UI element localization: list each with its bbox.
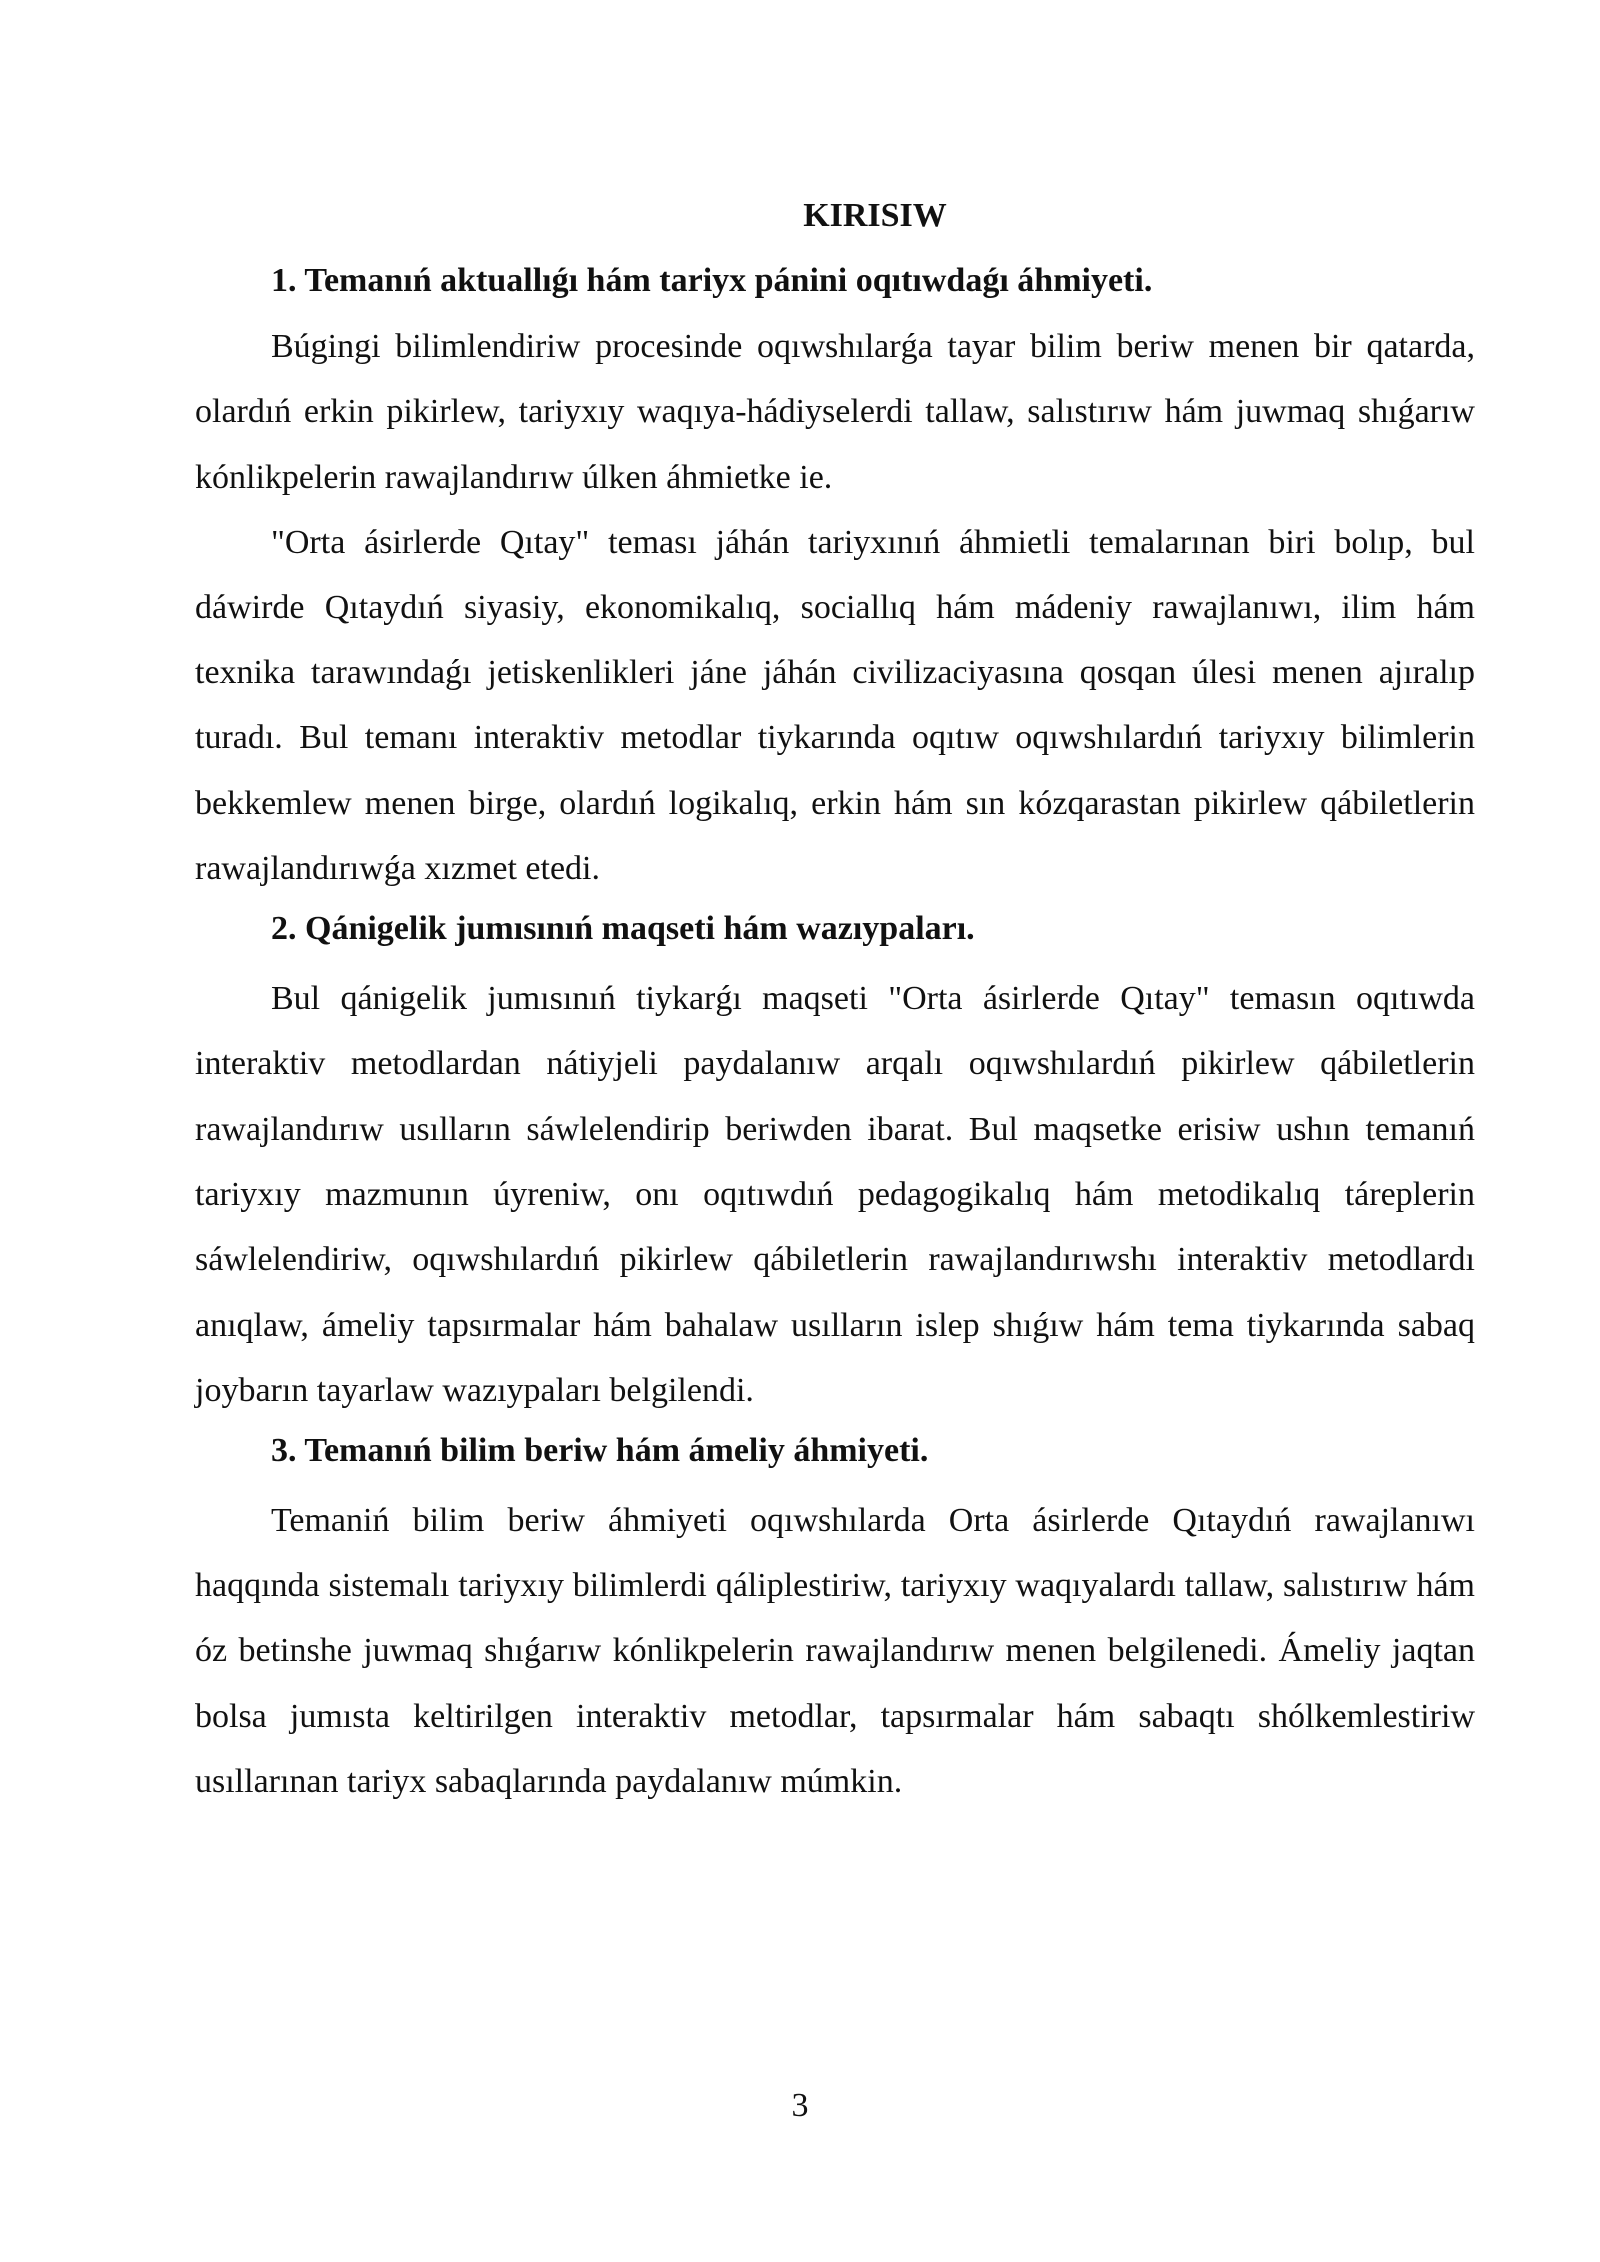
page-content	[195, 188, 1475, 1814]
section-3-paragraph-1: Temaniń bilim beriw áhmiyeti oqıwshılarda Orta ásirlerde Qıtaydıń rawajlanıwı haqqında sistemalı tariyxıy bilimlerdi qáliplestiriw, tariyxıy waqıyalardı tallaw, salıstırıw hám óz betinshe juwmaq shıǵarıw kónlikpelerin rawajlandırıw menen belgilenedi. Ámeliy jaqtan bolsa jumısta keltirilgen interaktiv metodlar, tapsırmalar hám sabaqtı shólkemlestiriw usıllarınan tariyx sabaqlarında paydalanıw múmkin.	[195, 1501, 1475, 1801]
section-heading-1: 1. Temanıń aktuallıǵı hám tariyx pánini oqıtıwdaǵı áhmiyeti.	[271, 262, 1153, 299]
section-2-paragraph-1: Bul qánigelik jumısınıń tiykarǵı maqseti "Orta ásirlerde Qıtay" temasın oqıtıwda interaktiv metodlardan nátiyjeli paydalanıw arqalı oqıwshılardıń pikirlew qábiletlerin rawajlandırıw usılların sáwlelendirip beriwden ibarat. Bul maqsetke erisiw ushın temanıń tariyxıy mazmunın úyreniw, onı oqıtıwdıń pedagogikalıq hám metodikalıq táreplerin sáwlelendiriw, oqıwshılardıń pikirlew qábiletlerin rawajlandırıwshı interaktiv metodlardı anıqlaw, ámeliy tapsırmalar hám bahalaw usılların islep shıǵıw hám tema tiykarında sabaq joybarın tayarlaw wazıypaları belgilendi.	[195, 980, 1475, 1409]
page-title: KIRISIW	[803, 197, 947, 234]
section-1-paragraph-1: Búgingi bilimlendiriw procesinde oqıwshılarǵa tayar bilim beriw menen bir qatarda, olardıń erkin pikirlew, tariyxıy waqıya-hádiyselerdi tallaw, salıstırıw hám juwmaq shıǵarıw kónlikpelerin rawajlandırıw úlken áhmietke ie.	[195, 328, 1475, 496]
page-number: 3	[791, 2087, 809, 2124]
section-heading-3: 3. Temanıń bilim beriw hám ámeliy áhmiyeti.	[271, 1431, 929, 1469]
section-heading-2: 2. Qánigelik jumısınıń maqseti hám wazıypaları.	[271, 910, 975, 948]
section-1-paragraph-2: "Orta ásirlerde Qıtay" teması jáhán tariyxınıń áhmietli temalarınan biri bolıp, bul dáwirde Qıtaydıń siyasiy, ekonomikalıq, sociallıq hám mádeniy rawajlanıwı, ilim hám texnika tarawındaǵı jetiskenlikleri jáne jáhán civilizaciyasına qosqan úlesi menen ajıralıp turadı. Bul temanı interaktiv metodlar tiykarında oqıtıw oqıwshılardıń tariyxıy bilimlerin bekkemlew menen birge, olardıń logikalıq, erkin hám sın kózqarastan pikirlew qábiletlerin rawajlandırıwǵa xızmet etedi.	[195, 523, 1475, 888]
